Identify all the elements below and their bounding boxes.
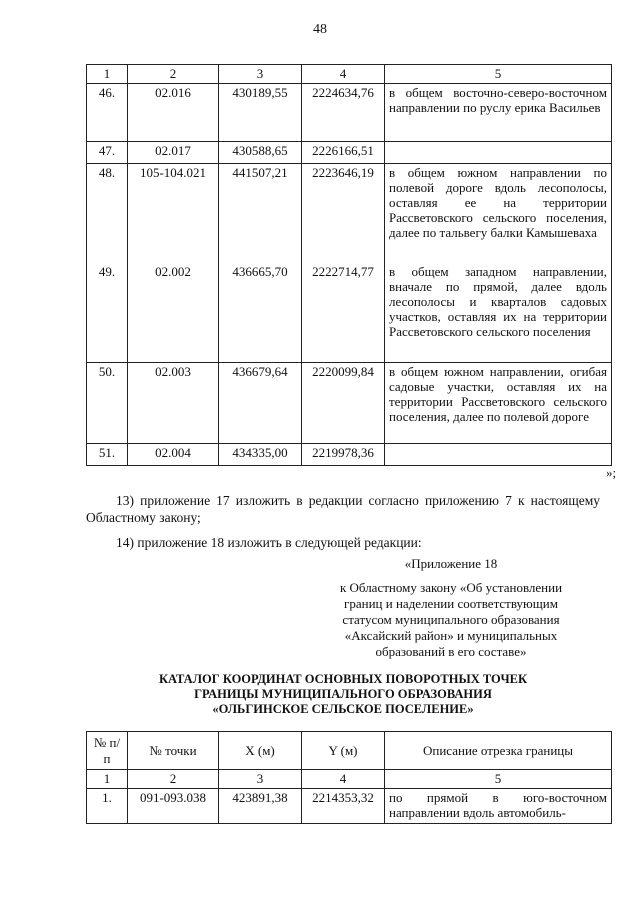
y-coordinate: 2219978,36: [302, 444, 385, 466]
header-cell: 5: [385, 770, 612, 789]
header-cell: 4: [302, 770, 385, 789]
x-coordinate: 430189,55: [219, 84, 302, 142]
appendix-line: статусом муниципального образования: [342, 612, 560, 627]
point-number: 091-093.038: [128, 789, 219, 824]
point-number: 02.004: [128, 444, 219, 466]
header-cell: 5: [385, 65, 612, 84]
table-row: [87, 789, 612, 824]
segment-description: в общем южном направлении по полевой дороге вдоль лесополосы, оставляя ее на территории Рассветовского сельского поселения, далее по тальвегу балки Камышеваха: [385, 164, 612, 264]
x-coordinate: 434335,00: [219, 444, 302, 466]
page-number: 48: [313, 22, 327, 37]
paragraph-13: 13) приложение 17 изложить в редакции согласно приложению 7 к настоящему Областному закону;: [86, 493, 600, 525]
paragraph-14: 14) приложение 18 изложить в следующей редакции:: [116, 535, 422, 550]
y-coordinate: 2214353,32: [302, 789, 385, 824]
segment-description: [385, 444, 612, 466]
table-row: [87, 263, 612, 363]
appendix-line: «Аксайский район» и муниципальных: [344, 628, 558, 643]
coordinates-table-continued: [86, 64, 612, 466]
header-point-number: № точки: [128, 732, 219, 770]
y-coordinate: 2223646,19: [302, 164, 385, 264]
catalog-title-line: «ОЛЬГИНСКОЕ СЕЛЬСКОЕ ПОСЕЛЕНИЕ»: [212, 702, 474, 716]
header-cell: 3: [219, 65, 302, 84]
row-number: 51.: [87, 444, 128, 466]
catalog-title-line: ГРАНИЦЫ МУНИЦИПАЛЬНОГО ОБРАЗОВАНИЯ: [194, 687, 492, 701]
segment-description: [385, 142, 612, 164]
y-coordinate: 2224634,76: [302, 84, 385, 142]
x-coordinate: 430588,65: [219, 142, 302, 164]
y-coordinate: 2220099,84: [302, 363, 385, 444]
header-cell: 3: [219, 770, 302, 789]
point-number: 02.003: [128, 363, 219, 444]
row-number: 49.: [87, 263, 128, 363]
y-coordinate: 2226166,51: [302, 142, 385, 164]
row-number: 48.: [87, 164, 128, 264]
point-number: 02.017: [128, 142, 219, 164]
table-row: [87, 164, 612, 264]
coordinates-table-olginskoe: [86, 731, 612, 824]
catalog-title-line: КАТАЛОГ КООРДИНАТ ОСНОВНЫХ ПОВОРОТНЫХ ТОЧЕК: [158, 672, 528, 686]
row-number: 50.: [87, 363, 128, 444]
header-x: X (м): [219, 732, 302, 770]
header-cell: 2: [128, 65, 219, 84]
header-row-number: № п/п: [87, 732, 128, 770]
header-cell: 2: [128, 770, 219, 789]
y-coordinate: 2222714,77: [302, 263, 385, 363]
segment-description: в общем западном направлении, вначале по прямой, далее вдоль лесополосы и кварталов садовых участков, оставляя их на территории Рассветовского сельского поселения: [385, 263, 612, 363]
x-coordinate: 423891,38: [219, 789, 302, 824]
table-row: [87, 444, 612, 466]
x-coordinate: 441507,21: [219, 164, 302, 264]
appendix-line: к Областному закону «Об установлении: [339, 580, 563, 595]
point-number: 02.002: [128, 263, 219, 363]
segment-description: в общем восточно-северо-восточном направлении по руслу ерика Васильев: [385, 84, 612, 142]
table-column-numbers: [87, 770, 612, 789]
table-row: [87, 84, 612, 142]
table-row: [87, 363, 612, 444]
table-column-numbers: [87, 65, 612, 84]
header-cell: 1: [87, 770, 128, 789]
header-cell: 1: [87, 65, 128, 84]
header-y: Y (м): [302, 732, 385, 770]
segment-description: в общем южном направлении, огибая садовые участки, оставляя их на территории Рассветовского сельского поселения, далее по полевой дороге: [385, 363, 612, 444]
table-row: [87, 142, 612, 164]
point-number: 02.016: [128, 84, 219, 142]
segment-description: по прямой в юго-восточном направлении вдоль автомобиль-: [385, 789, 612, 824]
row-number: 47.: [87, 142, 128, 164]
appendix-title: «Приложение 18: [404, 556, 498, 571]
x-coordinate: 436679,64: [219, 363, 302, 444]
closing-quote: »;: [606, 465, 617, 480]
x-coordinate: 436665,70: [219, 263, 302, 363]
table-header-row: [87, 732, 612, 770]
appendix-line: границ и наделении соответствующим: [344, 596, 558, 611]
header-cell: 4: [302, 65, 385, 84]
header-description: Описание отрезка границы: [385, 732, 612, 770]
point-number: 105-104.021: [128, 164, 219, 264]
row-number: 1.: [87, 789, 128, 824]
catalog-title: [86, 672, 600, 717]
row-number: 46.: [87, 84, 128, 142]
appendix-line: образований в его составе»: [375, 644, 527, 659]
